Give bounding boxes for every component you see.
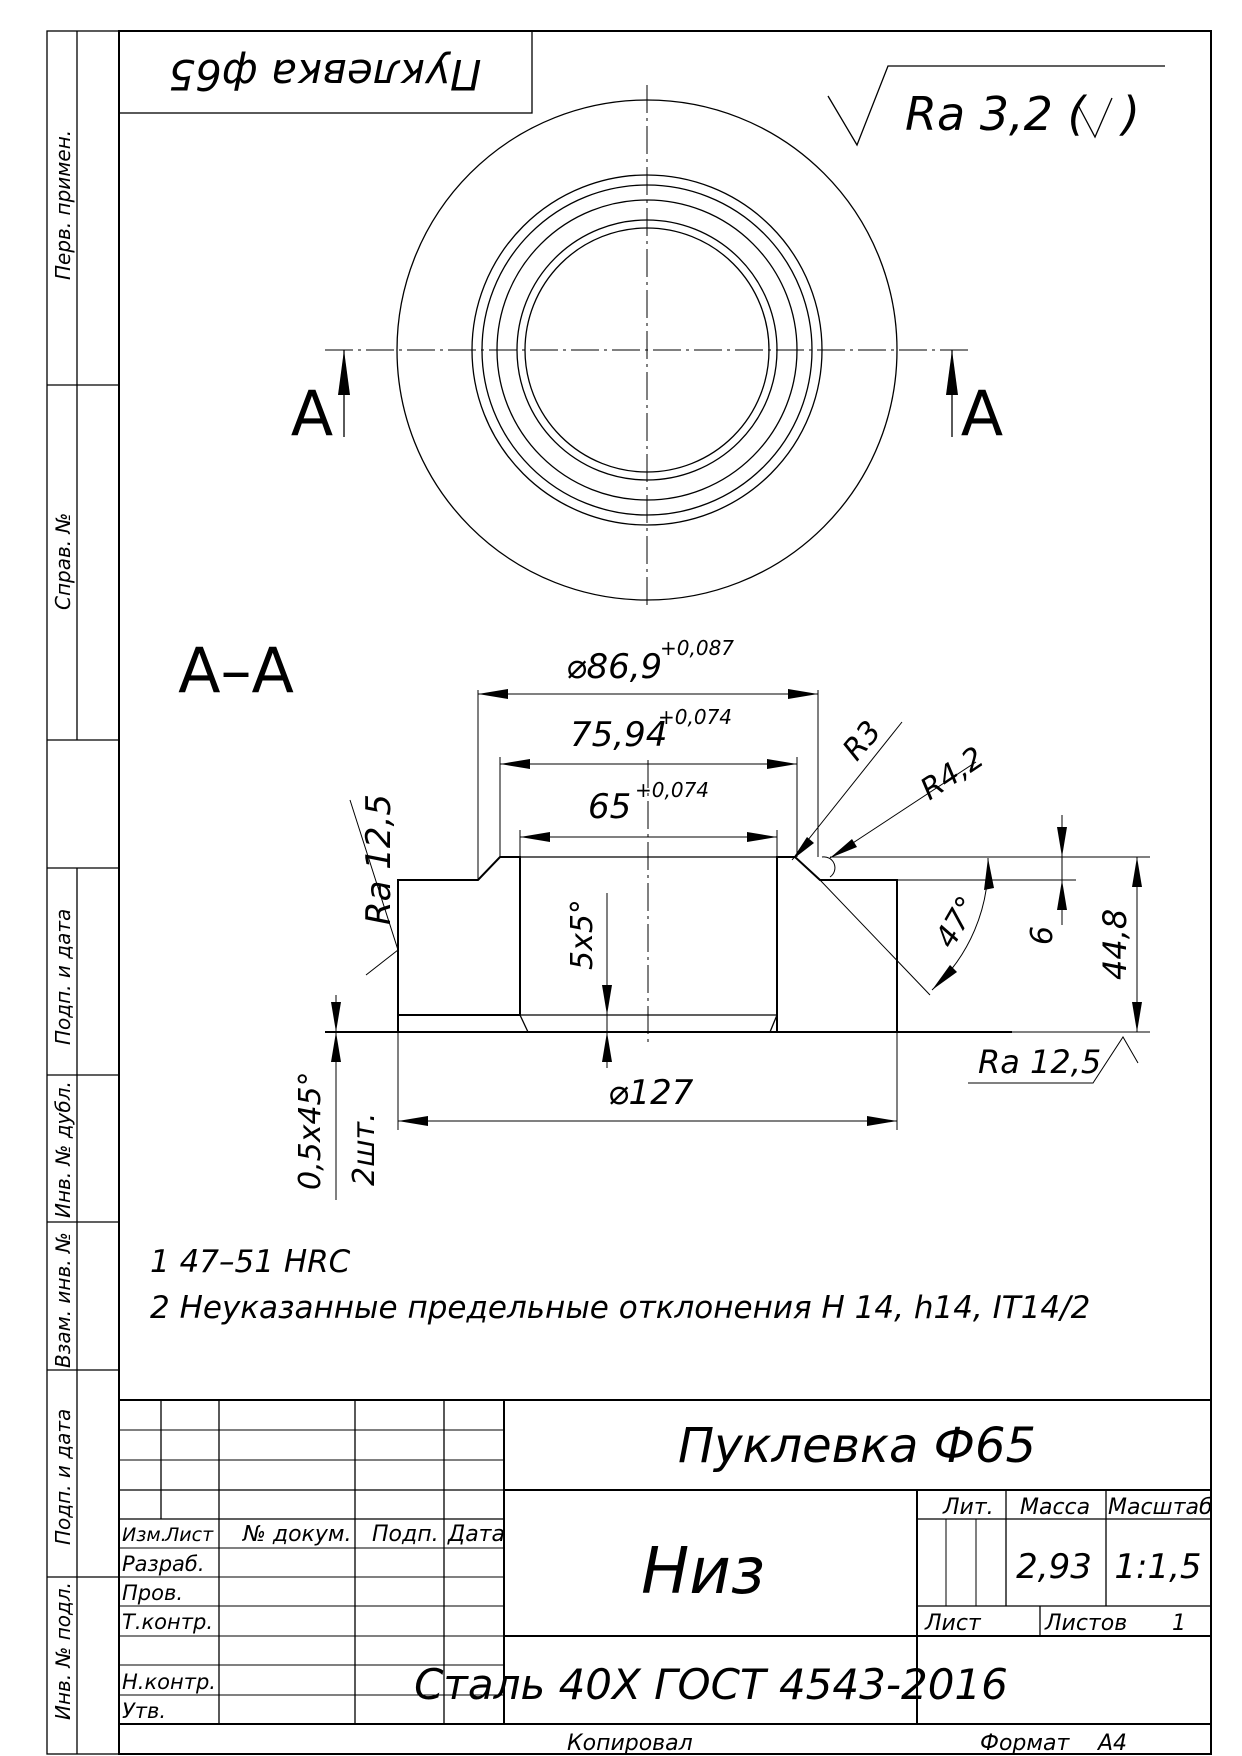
section-title: А–А — [178, 634, 294, 707]
section-right-body — [777, 857, 897, 1032]
dim-d86: ⌀86,9 — [566, 647, 663, 687]
tb-sheet-label: Лист — [925, 1611, 981, 1636]
dim-h448: 44,8 — [1096, 908, 1134, 980]
tb-mass-value: 2,93 — [1016, 1547, 1092, 1587]
top-stamp — [119, 31, 532, 113]
dim-chamfer-count: 2шт. — [347, 1112, 382, 1186]
tb-lit-label: Лит. — [943, 1495, 994, 1520]
dim-chamfer-inner: 5x5° — [565, 899, 600, 970]
dimensions — [293, 636, 1150, 1200]
side-label-podp-1: Подп. и дата — [51, 908, 75, 1045]
dim-r42: R4,2 — [914, 740, 991, 808]
dim-d65-tol: +0,074 — [635, 778, 710, 802]
technical-notes — [150, 1244, 1090, 1326]
dim-angle: 47° — [928, 890, 986, 954]
tb-header-doc: № докум. — [243, 1522, 352, 1547]
roughness-general-close: ) — [1122, 87, 1140, 141]
title-block — [119, 1400, 1213, 1724]
tb-role-tkontr: Т.контр. — [122, 1610, 214, 1634]
tb-role-nkontr: Н.контр. — [122, 1670, 216, 1694]
section-mark-right: А — [960, 377, 1004, 450]
dim-d7594-tol: +0,074 — [658, 705, 733, 729]
dim-chamfer-outer: 0,5x45° — [293, 1071, 328, 1190]
dim-d86-tol: +0,087 — [660, 636, 735, 660]
roughness-general — [828, 66, 1165, 145]
note-1: 1 47–51 HRC — [150, 1244, 351, 1280]
tb-sheets-label: Листов — [1045, 1611, 1128, 1636]
note-2: 2 Неуказанные предельные отклонения H 14, h14, IT14/2 — [150, 1290, 1091, 1326]
tb-role-utv: Утв. — [122, 1699, 167, 1723]
tb-header-podp: Подп. — [372, 1522, 439, 1547]
roughness-general-text: Ra 3,2 ( — [905, 87, 1086, 141]
dim-h6: 6 — [1025, 925, 1060, 945]
dim-d127: ⌀127 — [608, 1073, 694, 1113]
tb-name: Низ — [641, 1535, 765, 1609]
tb-sheets-value: 1 — [1172, 1611, 1186, 1636]
tb-scale-label: Масштаб — [1108, 1495, 1213, 1520]
top-stamp-text: Пуклевка ф65 — [168, 50, 482, 99]
side-label-podp-2: Подп. и дата — [51, 1408, 75, 1545]
tb-header-list: Лист — [165, 1524, 214, 1546]
side-label-inv-dubl: Инв. № дубл. — [51, 1081, 75, 1218]
tb-scale-value: 1:1,5 — [1114, 1547, 1202, 1587]
side-label-vzam: Взам. инв. № — [51, 1232, 75, 1368]
section-mark-left: А — [290, 377, 334, 450]
tb-role-prov: Пров. — [122, 1581, 184, 1605]
side-label-inv-podl: Инв. № подл. — [51, 1582, 75, 1720]
ra-bottom: Ra 12,5 — [978, 1043, 1102, 1081]
side-label-perv: Перв. примен. — [51, 129, 75, 280]
side-strip — [47, 31, 119, 1754]
dim-r3: R3 — [836, 714, 889, 768]
tb-mass-label: Масса — [1020, 1495, 1091, 1520]
footer-format-value: А4 — [1098, 1731, 1128, 1756]
tb-designation: Пуклевка Ф65 — [677, 1418, 1037, 1474]
section-view — [325, 760, 1012, 1045]
footer-format-label: Формат — [980, 1731, 1070, 1756]
tb-role-razrab: Разраб. — [122, 1552, 205, 1576]
dim-d65: 65 — [588, 787, 632, 827]
plan-view — [291, 85, 1003, 610]
section-left-body — [398, 857, 520, 1015]
dim-d7594: 75,94 — [570, 715, 668, 755]
ra-left: Ra 12,5 — [359, 794, 399, 925]
footer-copied: Копировал — [567, 1731, 693, 1756]
tb-header-date: Дата — [448, 1522, 505, 1547]
tb-material: Сталь 40Х ГОСТ 4543-2016 — [414, 1660, 1008, 1709]
side-label-sprav: Справ. № — [51, 512, 75, 610]
tb-header-izm: Изм. — [122, 1524, 167, 1546]
